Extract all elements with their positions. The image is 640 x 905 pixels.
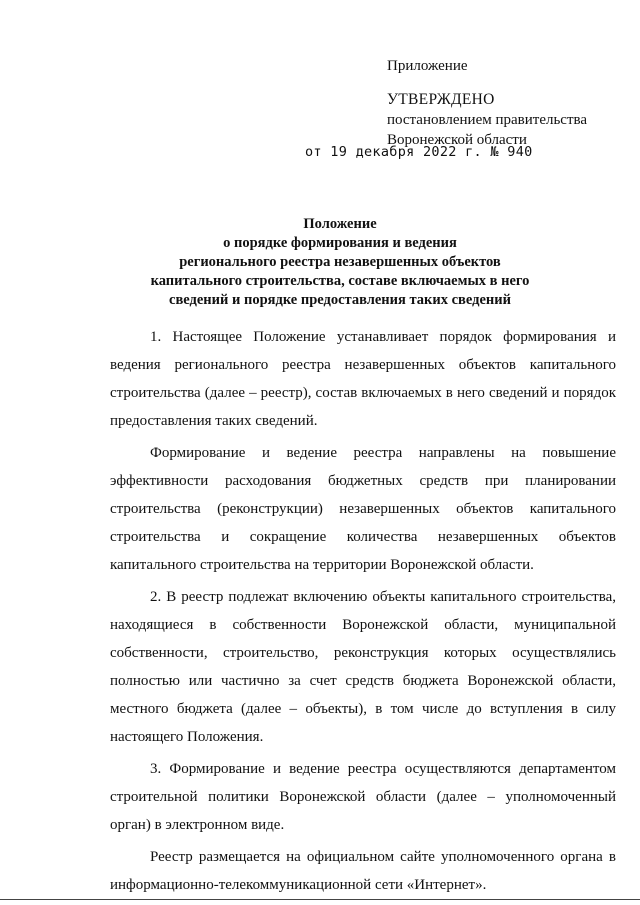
approved-stamp-text: УТВЕРЖДЕНО — [387, 91, 495, 108]
scan-edge-divider — [0, 899, 640, 900]
paragraph-5: Реестр размещается на официальном сайте уполномоченного органа в информационно-телекоммуникационной сети «Интернет». — [110, 849, 616, 893]
title-line-1: Положение — [303, 216, 377, 232]
decree-date: от 19 декабря 2022 г. № 940 — [305, 144, 533, 160]
title-line-5: сведений и порядке предоставления таких сведений — [169, 292, 511, 308]
document-title — [150, 215, 530, 310]
approval-block — [387, 56, 587, 150]
document-body — [110, 323, 616, 903]
paragraph-3: 2. В реестр подлежат включению объекты капитального строительства, находящиеся в собственности Воронежской области, муниципальной собственности, строительство, реконструкция которых осуществлялись полностью или частично за счет средств бюджета Воронежской области, местного бюджета (далее – объекты), в том числе до вступления в силу настоящего Положения. — [110, 589, 616, 745]
approved-by-line-2: Воронежской области — [387, 132, 527, 148]
approved-by-line-1: постановлением правительства — [387, 112, 588, 128]
appendix-label: Приложение — [387, 58, 468, 74]
paragraph-4: 3. Формирование и ведение реестра осуществляются департаментом строительной политики Воронежской области (далее – уполномоченный орган) в электронном виде. — [110, 761, 616, 833]
title-line-4: капитального строительства, составе включаемых в него — [150, 273, 530, 289]
title-line-2: о порядке формирования и ведения — [223, 235, 457, 251]
paragraph-1: 1. Настоящее Положение устанавливает порядок формирования и ведения регионального реестра незавершенных объектов капитального строительства (далее – реестр), состав включаемых в него сведений и порядок предоставления таких сведений. — [110, 329, 616, 429]
paragraph-2: Формирование и ведение реестра направлены на повышение эффективности расходования бюджетных средств при планировании строительства (реконструкции) незавершенных объектов капитального строительства и сокращение количества незавершенных объектов капитального строительства на территории Воронежской области. — [110, 445, 616, 573]
title-line-3: регионального реестра незавершенных объектов — [179, 254, 501, 270]
